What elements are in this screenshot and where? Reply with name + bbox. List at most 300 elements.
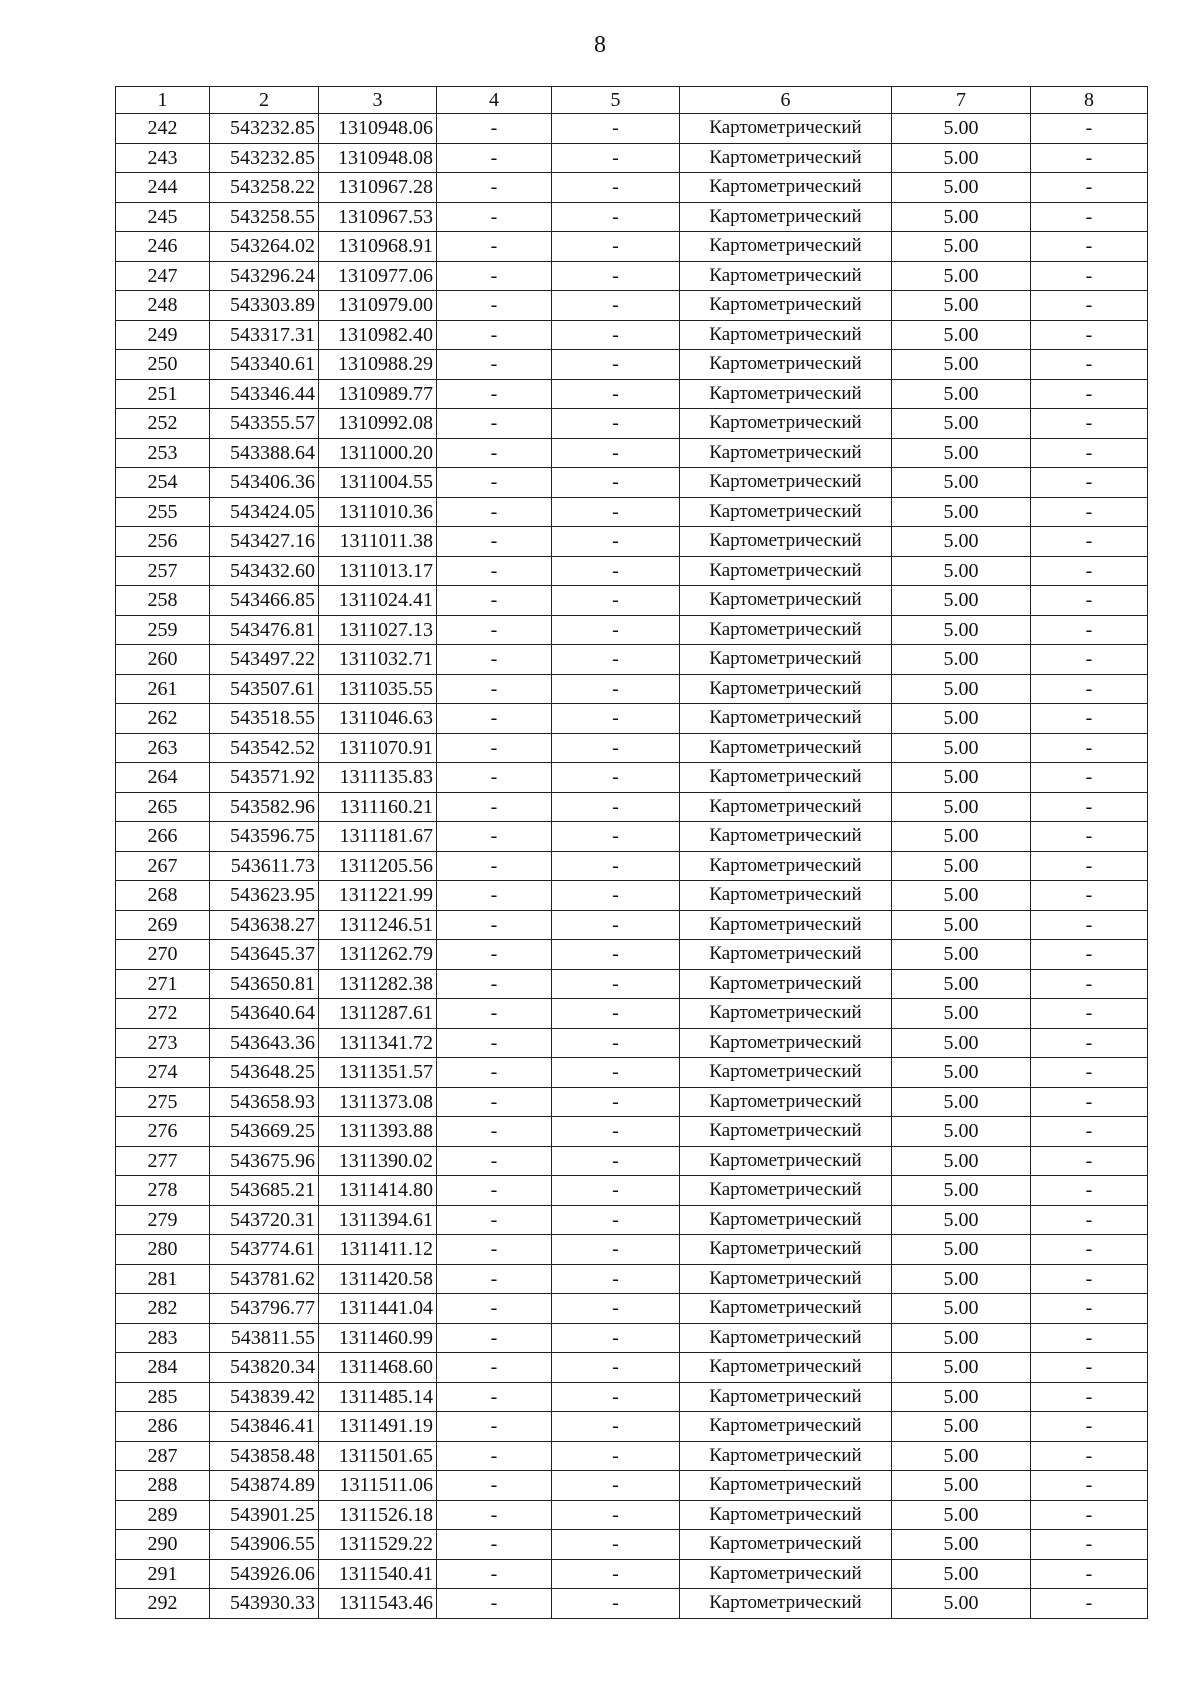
column-4-cell: - [437, 143, 552, 173]
method-cell: Картометрический [680, 1146, 892, 1176]
y-coordinate-cell: 1310977.06 [319, 261, 437, 291]
column-8-cell: - [1031, 114, 1148, 144]
y-coordinate-cell: 1311529.22 [319, 1530, 437, 1560]
method-cell: Картометрический [680, 1382, 892, 1412]
column-5-cell: - [552, 1530, 680, 1560]
point-number-cell: 288 [116, 1471, 210, 1501]
x-coordinate-cell: 543518.55 [210, 704, 319, 734]
accuracy-cell: 5.00 [892, 409, 1031, 439]
x-coordinate-cell: 543296.24 [210, 261, 319, 291]
point-number-cell: 261 [116, 674, 210, 704]
accuracy-cell: 5.00 [892, 822, 1031, 852]
x-coordinate-cell: 543466.85 [210, 586, 319, 616]
x-coordinate-cell: 543926.06 [210, 1559, 319, 1589]
column-4-cell: - [437, 1323, 552, 1353]
x-coordinate-cell: 543582.96 [210, 792, 319, 822]
table-row [116, 1235, 1148, 1265]
column-4-cell: - [437, 1117, 552, 1147]
point-number-cell: 290 [116, 1530, 210, 1560]
column-5-cell: - [552, 1471, 680, 1501]
y-coordinate-cell: 1311262.79 [319, 940, 437, 970]
x-coordinate-cell: 543720.31 [210, 1205, 319, 1235]
method-cell: Картометрический [680, 379, 892, 409]
table-body [116, 114, 1148, 1619]
column-8-cell: - [1031, 379, 1148, 409]
accuracy-cell: 5.00 [892, 910, 1031, 940]
point-number-cell: 242 [116, 114, 210, 144]
y-coordinate-cell: 1311351.57 [319, 1058, 437, 1088]
y-coordinate-cell: 1310968.91 [319, 232, 437, 262]
point-number-cell: 287 [116, 1441, 210, 1471]
accuracy-cell: 5.00 [892, 1028, 1031, 1058]
x-coordinate-cell: 543650.81 [210, 969, 319, 999]
table-row [116, 733, 1148, 763]
accuracy-cell: 5.00 [892, 1471, 1031, 1501]
method-cell: Картометрический [680, 1087, 892, 1117]
x-coordinate-cell: 543774.61 [210, 1235, 319, 1265]
method-cell: Картометрический [680, 556, 892, 586]
column-4-cell: - [437, 1146, 552, 1176]
y-coordinate-cell: 1311441.04 [319, 1294, 437, 1324]
table-row [116, 1028, 1148, 1058]
method-cell: Картометрический [680, 1294, 892, 1324]
table-row [116, 202, 1148, 232]
column-8-cell: - [1031, 468, 1148, 498]
column-8-cell: - [1031, 1146, 1148, 1176]
y-coordinate-cell: 1311420.58 [319, 1264, 437, 1294]
column-8-cell: - [1031, 763, 1148, 793]
column-5-cell: - [552, 350, 680, 380]
point-number-cell: 281 [116, 1264, 210, 1294]
table-row [116, 1323, 1148, 1353]
column-5-cell: - [552, 527, 680, 557]
column-8-cell: - [1031, 1500, 1148, 1530]
column-4-cell: - [437, 1176, 552, 1206]
method-cell: Картометрический [680, 143, 892, 173]
y-coordinate-cell: 1311004.55 [319, 468, 437, 498]
point-number-cell: 286 [116, 1412, 210, 1442]
column-5-cell: - [552, 792, 680, 822]
y-coordinate-cell: 1311394.61 [319, 1205, 437, 1235]
table-row [116, 468, 1148, 498]
x-coordinate-cell: 543640.64 [210, 999, 319, 1029]
accuracy-cell: 5.00 [892, 1589, 1031, 1619]
x-coordinate-cell: 543846.41 [210, 1412, 319, 1442]
column-8-cell: - [1031, 792, 1148, 822]
method-cell: Картометрический [680, 733, 892, 763]
accuracy-cell: 5.00 [892, 881, 1031, 911]
x-coordinate-cell: 543258.22 [210, 173, 319, 203]
column-5-cell: - [552, 969, 680, 999]
method-cell: Картометрический [680, 1264, 892, 1294]
point-number-cell: 246 [116, 232, 210, 262]
column-4-cell: - [437, 1589, 552, 1619]
table-row [116, 763, 1148, 793]
point-number-cell: 260 [116, 645, 210, 675]
method-cell: Картометрический [680, 497, 892, 527]
x-coordinate-cell: 543901.25 [210, 1500, 319, 1530]
column-4-cell: - [437, 704, 552, 734]
method-cell: Картометрический [680, 291, 892, 321]
point-number-cell: 292 [116, 1589, 210, 1619]
column-4-cell: - [437, 1205, 552, 1235]
x-coordinate-cell: 543476.81 [210, 615, 319, 645]
column-4-cell: - [437, 999, 552, 1029]
column-4-cell: - [437, 615, 552, 645]
x-coordinate-cell: 543611.73 [210, 851, 319, 881]
column-8-cell: - [1031, 1559, 1148, 1589]
column-4-cell: - [437, 792, 552, 822]
point-number-cell: 280 [116, 1235, 210, 1265]
column-8-cell: - [1031, 910, 1148, 940]
column-5-cell: - [552, 615, 680, 645]
accuracy-cell: 5.00 [892, 468, 1031, 498]
point-number-cell: 244 [116, 173, 210, 203]
method-cell: Картометрический [680, 1471, 892, 1501]
y-coordinate-cell: 1311491.19 [319, 1412, 437, 1442]
table-row [116, 1294, 1148, 1324]
x-coordinate-cell: 543675.96 [210, 1146, 319, 1176]
column-5-cell: - [552, 556, 680, 586]
y-coordinate-cell: 1311540.41 [319, 1559, 437, 1589]
y-coordinate-cell: 1311205.56 [319, 851, 437, 881]
y-coordinate-cell: 1310988.29 [319, 350, 437, 380]
column-5-cell: - [552, 232, 680, 262]
y-coordinate-cell: 1310948.08 [319, 143, 437, 173]
header-row [116, 87, 1148, 114]
x-coordinate-cell: 543303.89 [210, 291, 319, 321]
column-8-cell: - [1031, 261, 1148, 291]
table-row [116, 497, 1148, 527]
x-coordinate-cell: 543820.34 [210, 1353, 319, 1383]
column-4-cell: - [437, 1028, 552, 1058]
accuracy-cell: 5.00 [892, 674, 1031, 704]
x-coordinate-cell: 543645.37 [210, 940, 319, 970]
column-5-cell: - [552, 173, 680, 203]
x-coordinate-cell: 543638.27 [210, 910, 319, 940]
accuracy-cell: 5.00 [892, 497, 1031, 527]
column-4-cell: - [437, 438, 552, 468]
table-row [116, 1412, 1148, 1442]
y-coordinate-cell: 1311501.65 [319, 1441, 437, 1471]
column-4-cell: - [437, 645, 552, 675]
method-cell: Картометрический [680, 261, 892, 291]
x-coordinate-cell: 543648.25 [210, 1058, 319, 1088]
column-5-cell: - [552, 1441, 680, 1471]
point-number-cell: 278 [116, 1176, 210, 1206]
point-number-cell: 249 [116, 320, 210, 350]
column-8-cell: - [1031, 202, 1148, 232]
column-8-cell: - [1031, 143, 1148, 173]
point-number-cell: 248 [116, 291, 210, 321]
column-header: 2 [210, 87, 319, 114]
accuracy-cell: 5.00 [892, 320, 1031, 350]
column-4-cell: - [437, 1382, 552, 1412]
point-number-cell: 284 [116, 1353, 210, 1383]
table-row [116, 881, 1148, 911]
table-row [116, 1058, 1148, 1088]
column-5-cell: - [552, 881, 680, 911]
column-5-cell: - [552, 320, 680, 350]
x-coordinate-cell: 543796.77 [210, 1294, 319, 1324]
table-row [116, 1087, 1148, 1117]
x-coordinate-cell: 543906.55 [210, 1530, 319, 1560]
method-cell: Картометрический [680, 468, 892, 498]
y-coordinate-cell: 1311221.99 [319, 881, 437, 911]
accuracy-cell: 5.00 [892, 1353, 1031, 1383]
column-5-cell: - [552, 586, 680, 616]
column-4-cell: - [437, 851, 552, 881]
accuracy-cell: 5.00 [892, 350, 1031, 380]
y-coordinate-cell: 1311010.36 [319, 497, 437, 527]
accuracy-cell: 5.00 [892, 1559, 1031, 1589]
column-8-cell: - [1031, 1323, 1148, 1353]
point-number-cell: 277 [116, 1146, 210, 1176]
table-row [116, 291, 1148, 321]
method-cell: Картометрический [680, 232, 892, 262]
accuracy-cell: 5.00 [892, 999, 1031, 1029]
x-coordinate-cell: 543858.48 [210, 1441, 319, 1471]
column-4-cell: - [437, 763, 552, 793]
method-cell: Картометрический [680, 1028, 892, 1058]
accuracy-cell: 5.00 [892, 1117, 1031, 1147]
y-coordinate-cell: 1311160.21 [319, 792, 437, 822]
accuracy-cell: 5.00 [892, 291, 1031, 321]
column-4-cell: - [437, 320, 552, 350]
table-row [116, 143, 1148, 173]
y-coordinate-cell: 1311027.13 [319, 615, 437, 645]
point-number-cell: 264 [116, 763, 210, 793]
table-row [116, 674, 1148, 704]
method-cell: Картометрический [680, 1589, 892, 1619]
column-8-cell: - [1031, 232, 1148, 262]
column-5-cell: - [552, 1235, 680, 1265]
method-cell: Картометрический [680, 822, 892, 852]
accuracy-cell: 5.00 [892, 940, 1031, 970]
column-8-cell: - [1031, 1353, 1148, 1383]
column-4-cell: - [437, 1058, 552, 1088]
method-cell: Картометрический [680, 586, 892, 616]
column-4-cell: - [437, 173, 552, 203]
y-coordinate-cell: 1311024.41 [319, 586, 437, 616]
accuracy-cell: 5.00 [892, 1264, 1031, 1294]
method-cell: Картометрический [680, 527, 892, 557]
method-cell: Картометрический [680, 173, 892, 203]
table-row [116, 586, 1148, 616]
column-4-cell: - [437, 1294, 552, 1324]
point-number-cell: 274 [116, 1058, 210, 1088]
column-4-cell: - [437, 822, 552, 852]
column-8-cell: - [1031, 645, 1148, 675]
table-row [116, 1471, 1148, 1501]
column-5-cell: - [552, 291, 680, 321]
accuracy-cell: 5.00 [892, 645, 1031, 675]
column-header: 8 [1031, 87, 1148, 114]
column-5-cell: - [552, 1028, 680, 1058]
column-4-cell: - [437, 1412, 552, 1442]
accuracy-cell: 5.00 [892, 1146, 1031, 1176]
accuracy-cell: 5.00 [892, 763, 1031, 793]
point-number-cell: 269 [116, 910, 210, 940]
column-4-cell: - [437, 409, 552, 439]
accuracy-cell: 5.00 [892, 1323, 1031, 1353]
point-number-cell: 270 [116, 940, 210, 970]
column-4-cell: - [437, 202, 552, 232]
column-5-cell: - [552, 143, 680, 173]
column-4-cell: - [437, 379, 552, 409]
column-8-cell: - [1031, 1176, 1148, 1206]
method-cell: Картометрический [680, 792, 892, 822]
point-number-cell: 250 [116, 350, 210, 380]
table-row [116, 1500, 1148, 1530]
accuracy-cell: 5.00 [892, 379, 1031, 409]
table-row [116, 320, 1148, 350]
table-row [116, 173, 1148, 203]
x-coordinate-cell: 543340.61 [210, 350, 319, 380]
y-coordinate-cell: 1311013.17 [319, 556, 437, 586]
column-8-cell: - [1031, 1117, 1148, 1147]
point-number-cell: 257 [116, 556, 210, 586]
column-8-cell: - [1031, 1205, 1148, 1235]
table-row [116, 999, 1148, 1029]
column-5-cell: - [552, 1412, 680, 1442]
column-8-cell: - [1031, 1589, 1148, 1619]
column-4-cell: - [437, 1471, 552, 1501]
y-coordinate-cell: 1310948.06 [319, 114, 437, 144]
accuracy-cell: 5.00 [892, 527, 1031, 557]
method-cell: Картометрический [680, 320, 892, 350]
column-5-cell: - [552, 1117, 680, 1147]
column-8-cell: - [1031, 438, 1148, 468]
column-4-cell: - [437, 910, 552, 940]
table-row [116, 704, 1148, 734]
x-coordinate-cell: 543542.52 [210, 733, 319, 763]
table-row [116, 822, 1148, 852]
column-4-cell: - [437, 586, 552, 616]
column-header: 1 [116, 87, 210, 114]
y-coordinate-cell: 1311543.46 [319, 1589, 437, 1619]
column-4-cell: - [437, 232, 552, 262]
x-coordinate-cell: 543623.95 [210, 881, 319, 911]
method-cell: Картометрический [680, 409, 892, 439]
method-cell: Картометрический [680, 999, 892, 1029]
y-coordinate-cell: 1311468.60 [319, 1353, 437, 1383]
page-number: 8 [594, 32, 606, 58]
y-coordinate-cell: 1310982.40 [319, 320, 437, 350]
accuracy-cell: 5.00 [892, 1530, 1031, 1560]
accuracy-cell: 5.00 [892, 1294, 1031, 1324]
x-coordinate-cell: 543658.93 [210, 1087, 319, 1117]
accuracy-cell: 5.00 [892, 173, 1031, 203]
column-5-cell: - [552, 1058, 680, 1088]
y-coordinate-cell: 1311341.72 [319, 1028, 437, 1058]
column-8-cell: - [1031, 940, 1148, 970]
column-4-cell: - [437, 114, 552, 144]
column-5-cell: - [552, 468, 680, 498]
table-row [116, 1441, 1148, 1471]
table-row [116, 1264, 1148, 1294]
method-cell: Картометрический [680, 1235, 892, 1265]
column-5-cell: - [552, 822, 680, 852]
method-cell: Картометрический [680, 1323, 892, 1353]
column-5-cell: - [552, 1500, 680, 1530]
table-row [116, 1205, 1148, 1235]
column-8-cell: - [1031, 1441, 1148, 1471]
accuracy-cell: 5.00 [892, 1441, 1031, 1471]
table-row [116, 1530, 1148, 1560]
point-number-cell: 263 [116, 733, 210, 763]
method-cell: Картометрический [680, 1412, 892, 1442]
x-coordinate-cell: 543643.36 [210, 1028, 319, 1058]
method-cell: Картометрический [680, 202, 892, 232]
y-coordinate-cell: 1311287.61 [319, 999, 437, 1029]
x-coordinate-cell: 543232.85 [210, 114, 319, 144]
accuracy-cell: 5.00 [892, 1176, 1031, 1206]
column-5-cell: - [552, 674, 680, 704]
point-number-cell: 276 [116, 1117, 210, 1147]
column-8-cell: - [1031, 1471, 1148, 1501]
column-8-cell: - [1031, 851, 1148, 881]
accuracy-cell: 5.00 [892, 1412, 1031, 1442]
x-coordinate-cell: 543258.55 [210, 202, 319, 232]
column-8-cell: - [1031, 1264, 1148, 1294]
column-8-cell: - [1031, 320, 1148, 350]
x-coordinate-cell: 543781.62 [210, 1264, 319, 1294]
column-8-cell: - [1031, 291, 1148, 321]
column-8-cell: - [1031, 1235, 1148, 1265]
table-row [116, 556, 1148, 586]
column-5-cell: - [552, 1589, 680, 1619]
table-row [116, 969, 1148, 999]
table-row [116, 261, 1148, 291]
column-4-cell: - [437, 556, 552, 586]
point-number-cell: 253 [116, 438, 210, 468]
x-coordinate-cell: 543406.36 [210, 468, 319, 498]
column-5-cell: - [552, 1353, 680, 1383]
method-cell: Картометрический [680, 438, 892, 468]
y-coordinate-cell: 1311181.67 [319, 822, 437, 852]
point-number-cell: 282 [116, 1294, 210, 1324]
accuracy-cell: 5.00 [892, 586, 1031, 616]
column-5-cell: - [552, 1382, 680, 1412]
x-coordinate-cell: 543596.75 [210, 822, 319, 852]
column-header: 5 [552, 87, 680, 114]
point-number-cell: 265 [116, 792, 210, 822]
accuracy-cell: 5.00 [892, 114, 1031, 144]
table-row [116, 792, 1148, 822]
x-coordinate-cell: 543669.25 [210, 1117, 319, 1147]
method-cell: Картометрический [680, 1205, 892, 1235]
point-number-cell: 243 [116, 143, 210, 173]
column-header: 7 [892, 87, 1031, 114]
method-cell: Картометрический [680, 1441, 892, 1471]
accuracy-cell: 5.00 [892, 438, 1031, 468]
x-coordinate-cell: 543264.02 [210, 232, 319, 262]
method-cell: Картометрический [680, 704, 892, 734]
column-8-cell: - [1031, 1087, 1148, 1117]
x-coordinate-cell: 543317.31 [210, 320, 319, 350]
column-5-cell: - [552, 999, 680, 1029]
column-4-cell: - [437, 674, 552, 704]
method-cell: Картометрический [680, 350, 892, 380]
y-coordinate-cell: 1311411.12 [319, 1235, 437, 1265]
table-row [116, 645, 1148, 675]
table-row [116, 350, 1148, 380]
column-5-cell: - [552, 438, 680, 468]
column-4-cell: - [437, 1441, 552, 1471]
column-header: 3 [319, 87, 437, 114]
column-4-cell: - [437, 940, 552, 970]
